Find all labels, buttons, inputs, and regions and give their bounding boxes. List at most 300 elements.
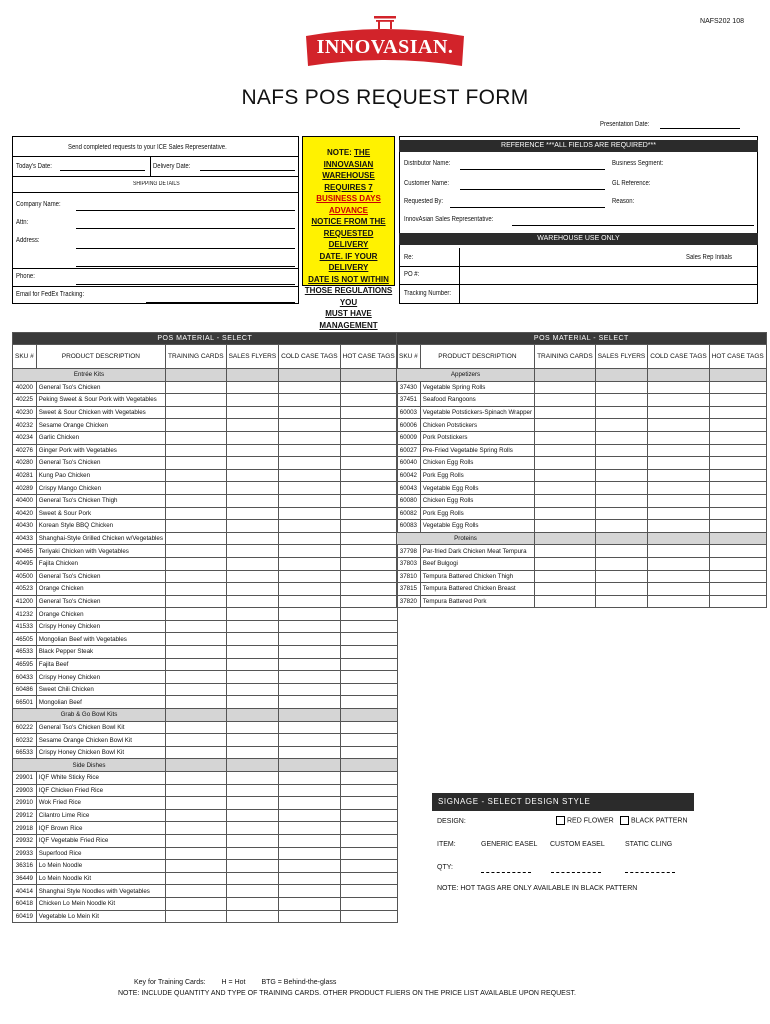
training-input[interactable] bbox=[165, 658, 226, 671]
qty-static-cling-field[interactable] bbox=[625, 872, 675, 873]
sales-input[interactable] bbox=[226, 520, 279, 533]
cold-case-input[interactable] bbox=[648, 583, 709, 596]
sales-input[interactable] bbox=[595, 457, 648, 470]
hot-case-input[interactable] bbox=[340, 482, 397, 495]
hot-case-input[interactable] bbox=[340, 910, 397, 923]
training-input[interactable] bbox=[165, 469, 226, 482]
training-input[interactable] bbox=[165, 885, 226, 898]
sales-input[interactable] bbox=[226, 797, 279, 810]
training-input[interactable] bbox=[165, 532, 226, 545]
training-input[interactable] bbox=[165, 721, 226, 734]
training-input[interactable] bbox=[165, 683, 226, 696]
training-input[interactable] bbox=[165, 897, 226, 910]
hot-case-input[interactable] bbox=[340, 658, 397, 671]
training-input[interactable] bbox=[535, 457, 596, 470]
qty-generic-easel-field[interactable] bbox=[481, 872, 531, 873]
hot-case-input[interactable] bbox=[340, 583, 397, 596]
cold-case-input[interactable] bbox=[279, 406, 340, 419]
sales-input[interactable] bbox=[226, 822, 279, 835]
sales-input[interactable] bbox=[226, 885, 279, 898]
hot-case-input[interactable] bbox=[340, 532, 397, 545]
cold-case-input[interactable] bbox=[279, 633, 340, 646]
cold-case-input[interactable] bbox=[648, 444, 709, 457]
sales-input[interactable] bbox=[595, 431, 648, 444]
cold-case-input[interactable] bbox=[279, 797, 340, 810]
training-input[interactable] bbox=[165, 696, 226, 709]
hot-case-input[interactable] bbox=[340, 885, 397, 898]
cold-case-input[interactable] bbox=[279, 444, 340, 457]
table-row bbox=[13, 520, 398, 533]
table-row bbox=[397, 570, 767, 583]
hot-case-input[interactable] bbox=[340, 872, 397, 885]
training-input[interactable] bbox=[535, 570, 596, 583]
sales-rep-initials-label: Sales Rep Initials bbox=[686, 254, 732, 261]
table-row bbox=[397, 494, 767, 507]
hot-case-input[interactable] bbox=[340, 860, 397, 873]
training-input[interactable] bbox=[165, 583, 226, 596]
training-input[interactable] bbox=[165, 620, 226, 633]
training-input[interactable] bbox=[165, 482, 226, 495]
sales-input[interactable] bbox=[226, 507, 279, 520]
cold-case-input[interactable] bbox=[279, 457, 340, 470]
qty-label: QTY: bbox=[437, 864, 453, 871]
hot-case-input[interactable] bbox=[340, 834, 397, 847]
training-input[interactable] bbox=[165, 734, 226, 747]
sales-input[interactable] bbox=[226, 633, 279, 646]
sales-input[interactable] bbox=[226, 444, 279, 457]
product-cell: General Tso's Chicken bbox=[36, 457, 165, 470]
logo-text: INNOVASIAN. bbox=[316, 36, 454, 58]
hot-case-input[interactable] bbox=[709, 557, 766, 570]
cold-case-input[interactable] bbox=[279, 646, 340, 659]
email-field[interactable] bbox=[146, 302, 295, 303]
hot-case-input[interactable] bbox=[340, 494, 397, 507]
hot-case-input[interactable] bbox=[340, 772, 397, 785]
hot-case-input[interactable] bbox=[340, 419, 397, 432]
section-blank bbox=[595, 369, 648, 382]
cold-case-input[interactable] bbox=[279, 683, 340, 696]
hot-case-input[interactable] bbox=[340, 809, 397, 822]
sales-input[interactable] bbox=[226, 658, 279, 671]
sales-rep-field[interactable] bbox=[512, 225, 754, 226]
cold-case-input[interactable] bbox=[648, 545, 709, 558]
training-input[interactable] bbox=[165, 595, 226, 608]
sales-input[interactable] bbox=[226, 683, 279, 696]
cold-case-input[interactable] bbox=[648, 431, 709, 444]
sales-input[interactable] bbox=[595, 482, 648, 495]
hot-case-input[interactable] bbox=[709, 469, 766, 482]
presentation-date-field[interactable] bbox=[660, 128, 740, 129]
cold-case-input[interactable] bbox=[279, 834, 340, 847]
training-input[interactable] bbox=[165, 633, 226, 646]
sales-input[interactable] bbox=[595, 520, 648, 533]
sales-input[interactable] bbox=[226, 721, 279, 734]
hot-case-input[interactable] bbox=[340, 608, 397, 621]
cold-case-input[interactable] bbox=[648, 457, 709, 470]
training-input[interactable] bbox=[165, 570, 226, 583]
static-cling-label: STATIC CLING bbox=[625, 841, 673, 848]
table-row bbox=[13, 847, 398, 860]
hot-case-input[interactable] bbox=[709, 444, 766, 457]
sales-input[interactable] bbox=[595, 570, 648, 583]
signage-heading: SIGNAGE - SELECT DESIGN STYLE bbox=[432, 793, 694, 811]
section-blank bbox=[279, 759, 340, 772]
attn-field[interactable] bbox=[76, 228, 295, 229]
hot-case-input[interactable] bbox=[340, 633, 397, 646]
product-cell: General Tso's Chicken Thigh bbox=[36, 494, 165, 507]
sales-input[interactable] bbox=[595, 381, 648, 394]
section-row bbox=[397, 369, 767, 382]
training-input[interactable] bbox=[165, 646, 226, 659]
training-input[interactable] bbox=[165, 545, 226, 558]
cold-case-input[interactable] bbox=[648, 406, 709, 419]
table-row bbox=[397, 595, 767, 608]
cold-case-input[interactable] bbox=[279, 784, 340, 797]
product-cell: Fajita Beef bbox=[36, 658, 165, 671]
training-input[interactable] bbox=[165, 457, 226, 470]
hot-case-input[interactable] bbox=[709, 583, 766, 596]
product-cell: Chicken Egg Rolls bbox=[420, 457, 534, 470]
hot-case-input[interactable] bbox=[709, 381, 766, 394]
training-input[interactable] bbox=[165, 847, 226, 860]
training-input[interactable] bbox=[535, 381, 596, 394]
training-input[interactable] bbox=[165, 797, 226, 810]
hot-case-input[interactable] bbox=[340, 394, 397, 407]
hot-case-input[interactable] bbox=[340, 646, 397, 659]
sku-cell: 40500 bbox=[13, 570, 37, 583]
cold-case-input[interactable] bbox=[279, 860, 340, 873]
training-input[interactable] bbox=[165, 557, 226, 570]
sales-input[interactable] bbox=[595, 394, 648, 407]
hot-case-input[interactable] bbox=[709, 595, 766, 608]
cold-case-input[interactable] bbox=[279, 532, 340, 545]
cold-case-input[interactable] bbox=[279, 595, 340, 608]
sales-input[interactable] bbox=[595, 545, 648, 558]
hot-case-input[interactable] bbox=[340, 734, 397, 747]
training-input[interactable] bbox=[535, 557, 596, 570]
section-blank bbox=[709, 369, 766, 382]
training-input[interactable] bbox=[535, 406, 596, 419]
product-cell: IQF White Sticky Rice bbox=[36, 772, 165, 785]
address-field-1[interactable] bbox=[76, 248, 295, 249]
hot-case-input[interactable] bbox=[340, 520, 397, 533]
hot-case-input[interactable] bbox=[709, 494, 766, 507]
hot-case-input[interactable] bbox=[340, 897, 397, 910]
training-input[interactable] bbox=[535, 520, 596, 533]
training-input[interactable] bbox=[165, 746, 226, 759]
sales-input[interactable] bbox=[226, 897, 279, 910]
section-blank bbox=[165, 709, 226, 722]
training-input[interactable] bbox=[165, 809, 226, 822]
todays-date-field[interactable] bbox=[60, 170, 145, 171]
training-input[interactable] bbox=[165, 507, 226, 520]
table-row bbox=[13, 406, 398, 419]
training-input[interactable] bbox=[165, 394, 226, 407]
training-input[interactable] bbox=[165, 860, 226, 873]
sales-input[interactable] bbox=[226, 557, 279, 570]
black-pattern-checkbox[interactable] bbox=[620, 816, 629, 825]
hot-case-input[interactable] bbox=[340, 469, 397, 482]
sales-input[interactable] bbox=[226, 431, 279, 444]
product-cell: Mongolian Beef bbox=[36, 696, 165, 709]
hot-case-input[interactable] bbox=[340, 457, 397, 470]
section-label: Side Dishes bbox=[13, 759, 166, 772]
hot-case-input[interactable] bbox=[709, 482, 766, 495]
sales-input[interactable] bbox=[226, 494, 279, 507]
phone-field[interactable] bbox=[76, 284, 295, 285]
sales-input[interactable] bbox=[226, 696, 279, 709]
training-input[interactable] bbox=[535, 444, 596, 457]
hot-case-input[interactable] bbox=[709, 431, 766, 444]
hot-case-input[interactable] bbox=[340, 507, 397, 520]
cold-case-input[interactable] bbox=[279, 822, 340, 835]
col-training: TRAINING CARDS bbox=[165, 345, 226, 369]
cold-case-input[interactable] bbox=[648, 381, 709, 394]
training-input[interactable] bbox=[535, 394, 596, 407]
training-input[interactable] bbox=[165, 834, 226, 847]
hot-case-input[interactable] bbox=[709, 419, 766, 432]
requested-by-field[interactable] bbox=[450, 207, 605, 208]
delivery-date-field[interactable] bbox=[200, 170, 295, 171]
cold-case-input[interactable] bbox=[279, 419, 340, 432]
hot-case-input[interactable] bbox=[709, 457, 766, 470]
hot-case-input[interactable] bbox=[340, 822, 397, 835]
training-input[interactable] bbox=[535, 595, 596, 608]
cold-case-input[interactable] bbox=[279, 721, 340, 734]
hot-case-input[interactable] bbox=[340, 746, 397, 759]
cold-case-input[interactable] bbox=[279, 431, 340, 444]
sales-input[interactable] bbox=[226, 532, 279, 545]
sales-input[interactable] bbox=[226, 847, 279, 860]
product-cell: Mongolian Beef with Vegetables bbox=[36, 633, 165, 646]
hot-case-input[interactable] bbox=[340, 444, 397, 457]
sales-input[interactable] bbox=[595, 595, 648, 608]
sales-input[interactable] bbox=[595, 507, 648, 520]
hot-case-input[interactable] bbox=[340, 595, 397, 608]
hot-case-input[interactable] bbox=[340, 620, 397, 633]
address-field-2[interactable] bbox=[76, 266, 295, 267]
cold-case-input[interactable] bbox=[279, 583, 340, 596]
cold-case-input[interactable] bbox=[648, 419, 709, 432]
company-name-field[interactable] bbox=[76, 210, 295, 211]
training-input[interactable] bbox=[165, 784, 226, 797]
cold-case-input[interactable] bbox=[279, 570, 340, 583]
pos-table-right bbox=[396, 332, 767, 608]
sales-input[interactable] bbox=[226, 834, 279, 847]
sku-cell: 60080 bbox=[397, 494, 421, 507]
cold-case-input[interactable] bbox=[279, 608, 340, 621]
sales-input[interactable] bbox=[226, 457, 279, 470]
section-row bbox=[13, 709, 398, 722]
cold-case-input[interactable] bbox=[648, 507, 709, 520]
sales-input[interactable] bbox=[595, 557, 648, 570]
sales-input[interactable] bbox=[226, 746, 279, 759]
hot-case-input[interactable] bbox=[340, 431, 397, 444]
cold-case-input[interactable] bbox=[279, 557, 340, 570]
customer-field[interactable] bbox=[460, 189, 605, 190]
training-input[interactable] bbox=[165, 444, 226, 457]
product-cell: General Tso's Chicken bbox=[36, 595, 165, 608]
cold-case-input[interactable] bbox=[279, 772, 340, 785]
training-input[interactable] bbox=[165, 872, 226, 885]
black-pattern-option[interactable]: BLACK PATTERN bbox=[620, 816, 688, 825]
qty-custom-easel-field[interactable] bbox=[551, 872, 601, 873]
sales-input[interactable] bbox=[226, 872, 279, 885]
hot-case-input[interactable] bbox=[709, 520, 766, 533]
training-input[interactable] bbox=[535, 431, 596, 444]
hot-case-input[interactable] bbox=[340, 671, 397, 684]
sales-input[interactable] bbox=[226, 482, 279, 495]
sales-input[interactable] bbox=[226, 394, 279, 407]
sku-cell: 40230 bbox=[13, 406, 37, 419]
sku-cell: 29901 bbox=[13, 772, 37, 785]
sales-input[interactable] bbox=[226, 381, 279, 394]
cold-case-input[interactable] bbox=[279, 545, 340, 558]
training-input[interactable] bbox=[165, 608, 226, 621]
re-label: Re: bbox=[404, 254, 414, 261]
training-input[interactable] bbox=[535, 469, 596, 482]
training-input[interactable] bbox=[165, 671, 226, 684]
training-input[interactable] bbox=[165, 406, 226, 419]
hot-case-input[interactable] bbox=[709, 394, 766, 407]
training-input[interactable] bbox=[165, 772, 226, 785]
training-input[interactable] bbox=[165, 381, 226, 394]
training-input[interactable] bbox=[535, 494, 596, 507]
hot-case-input[interactable] bbox=[340, 696, 397, 709]
section-row bbox=[13, 759, 398, 772]
signage-note: NOTE: HOT TAGS ARE ONLY AVAILABLE IN BLACK PATTERN bbox=[437, 885, 638, 892]
shipping-form bbox=[12, 136, 299, 304]
cold-case-input[interactable] bbox=[279, 469, 340, 482]
sales-input[interactable] bbox=[595, 444, 648, 457]
training-input[interactable] bbox=[535, 545, 596, 558]
table-row bbox=[13, 646, 398, 659]
cold-case-input[interactable] bbox=[279, 847, 340, 860]
sales-input[interactable] bbox=[226, 469, 279, 482]
training-input[interactable] bbox=[165, 910, 226, 923]
cold-case-input[interactable] bbox=[279, 520, 340, 533]
hot-case-input[interactable] bbox=[340, 784, 397, 797]
product-cell: Chicken Egg Rolls bbox=[420, 494, 534, 507]
sales-input[interactable] bbox=[226, 419, 279, 432]
hot-case-input[interactable] bbox=[709, 570, 766, 583]
cold-case-input[interactable] bbox=[648, 570, 709, 583]
sales-input[interactable] bbox=[226, 608, 279, 621]
sales-input[interactable] bbox=[226, 784, 279, 797]
red-flower-checkbox[interactable] bbox=[556, 816, 565, 825]
hot-case-input[interactable] bbox=[340, 797, 397, 810]
cold-case-input[interactable] bbox=[648, 469, 709, 482]
hot-case-input[interactable] bbox=[340, 381, 397, 394]
sales-input[interactable] bbox=[226, 595, 279, 608]
training-input[interactable] bbox=[535, 507, 596, 520]
cold-case-input[interactable] bbox=[279, 620, 340, 633]
cold-case-input[interactable] bbox=[279, 394, 340, 407]
delivery-date-label: Delivery Date: bbox=[153, 163, 191, 170]
cold-case-input[interactable] bbox=[279, 381, 340, 394]
cold-case-input[interactable] bbox=[279, 482, 340, 495]
sales-input[interactable] bbox=[226, 772, 279, 785]
training-input[interactable] bbox=[165, 520, 226, 533]
hot-case-input[interactable] bbox=[709, 507, 766, 520]
sales-input[interactable] bbox=[595, 419, 648, 432]
hot-case-input[interactable] bbox=[340, 847, 397, 860]
sales-input[interactable] bbox=[595, 406, 648, 419]
sales-input[interactable] bbox=[595, 494, 648, 507]
training-input[interactable] bbox=[165, 822, 226, 835]
cold-case-input[interactable] bbox=[279, 671, 340, 684]
training-input[interactable] bbox=[535, 583, 596, 596]
cold-case-input[interactable] bbox=[648, 494, 709, 507]
cold-case-input[interactable] bbox=[279, 885, 340, 898]
hot-case-input[interactable] bbox=[709, 406, 766, 419]
cold-case-input[interactable] bbox=[648, 482, 709, 495]
sales-input[interactable] bbox=[226, 646, 279, 659]
cold-case-input[interactable] bbox=[279, 658, 340, 671]
sku-cell: 37451 bbox=[397, 394, 421, 407]
training-input[interactable] bbox=[165, 419, 226, 432]
sales-input[interactable] bbox=[226, 406, 279, 419]
sales-input[interactable] bbox=[226, 570, 279, 583]
sales-input[interactable] bbox=[226, 734, 279, 747]
sales-input[interactable] bbox=[226, 860, 279, 873]
training-input[interactable] bbox=[165, 431, 226, 444]
section-blank bbox=[648, 369, 709, 382]
sales-input[interactable] bbox=[226, 910, 279, 923]
sales-input[interactable] bbox=[226, 620, 279, 633]
hot-case-input[interactable] bbox=[340, 683, 397, 696]
product-cell: Pork Potstickers bbox=[420, 431, 534, 444]
cold-case-input[interactable] bbox=[279, 734, 340, 747]
cold-case-input[interactable] bbox=[279, 872, 340, 885]
cold-case-input[interactable] bbox=[648, 557, 709, 570]
training-input[interactable] bbox=[535, 419, 596, 432]
cold-case-input[interactable] bbox=[279, 507, 340, 520]
cold-case-input[interactable] bbox=[648, 394, 709, 407]
training-input[interactable] bbox=[165, 494, 226, 507]
hot-case-input[interactable] bbox=[340, 406, 397, 419]
sku-cell: 60082 bbox=[397, 507, 421, 520]
table-row bbox=[13, 431, 398, 444]
cold-case-input[interactable] bbox=[279, 746, 340, 759]
sales-input[interactable] bbox=[226, 545, 279, 558]
sales-input[interactable] bbox=[226, 809, 279, 822]
hot-case-input[interactable] bbox=[340, 570, 397, 583]
hot-case-input[interactable] bbox=[340, 545, 397, 558]
sku-cell: 60009 bbox=[397, 431, 421, 444]
sales-input[interactable] bbox=[595, 583, 648, 596]
cold-case-input[interactable] bbox=[279, 910, 340, 923]
cold-case-input[interactable] bbox=[279, 897, 340, 910]
hot-case-input[interactable] bbox=[709, 545, 766, 558]
sales-input[interactable] bbox=[226, 671, 279, 684]
table-row bbox=[13, 658, 398, 671]
hot-case-input[interactable] bbox=[340, 721, 397, 734]
training-input[interactable] bbox=[535, 482, 596, 495]
cold-case-input[interactable] bbox=[648, 520, 709, 533]
cold-case-input[interactable] bbox=[279, 494, 340, 507]
sku-cell: 60083 bbox=[397, 520, 421, 533]
cold-case-input[interactable] bbox=[279, 696, 340, 709]
red-flower-option[interactable]: RED FLOWER bbox=[556, 816, 614, 825]
sales-input[interactable] bbox=[226, 583, 279, 596]
sales-input[interactable] bbox=[595, 469, 648, 482]
hot-case-input[interactable] bbox=[340, 557, 397, 570]
cold-case-input[interactable] bbox=[648, 595, 709, 608]
attn-label: Attn: bbox=[16, 219, 29, 226]
cold-case-input[interactable] bbox=[279, 809, 340, 822]
distributor-field[interactable] bbox=[460, 169, 605, 170]
